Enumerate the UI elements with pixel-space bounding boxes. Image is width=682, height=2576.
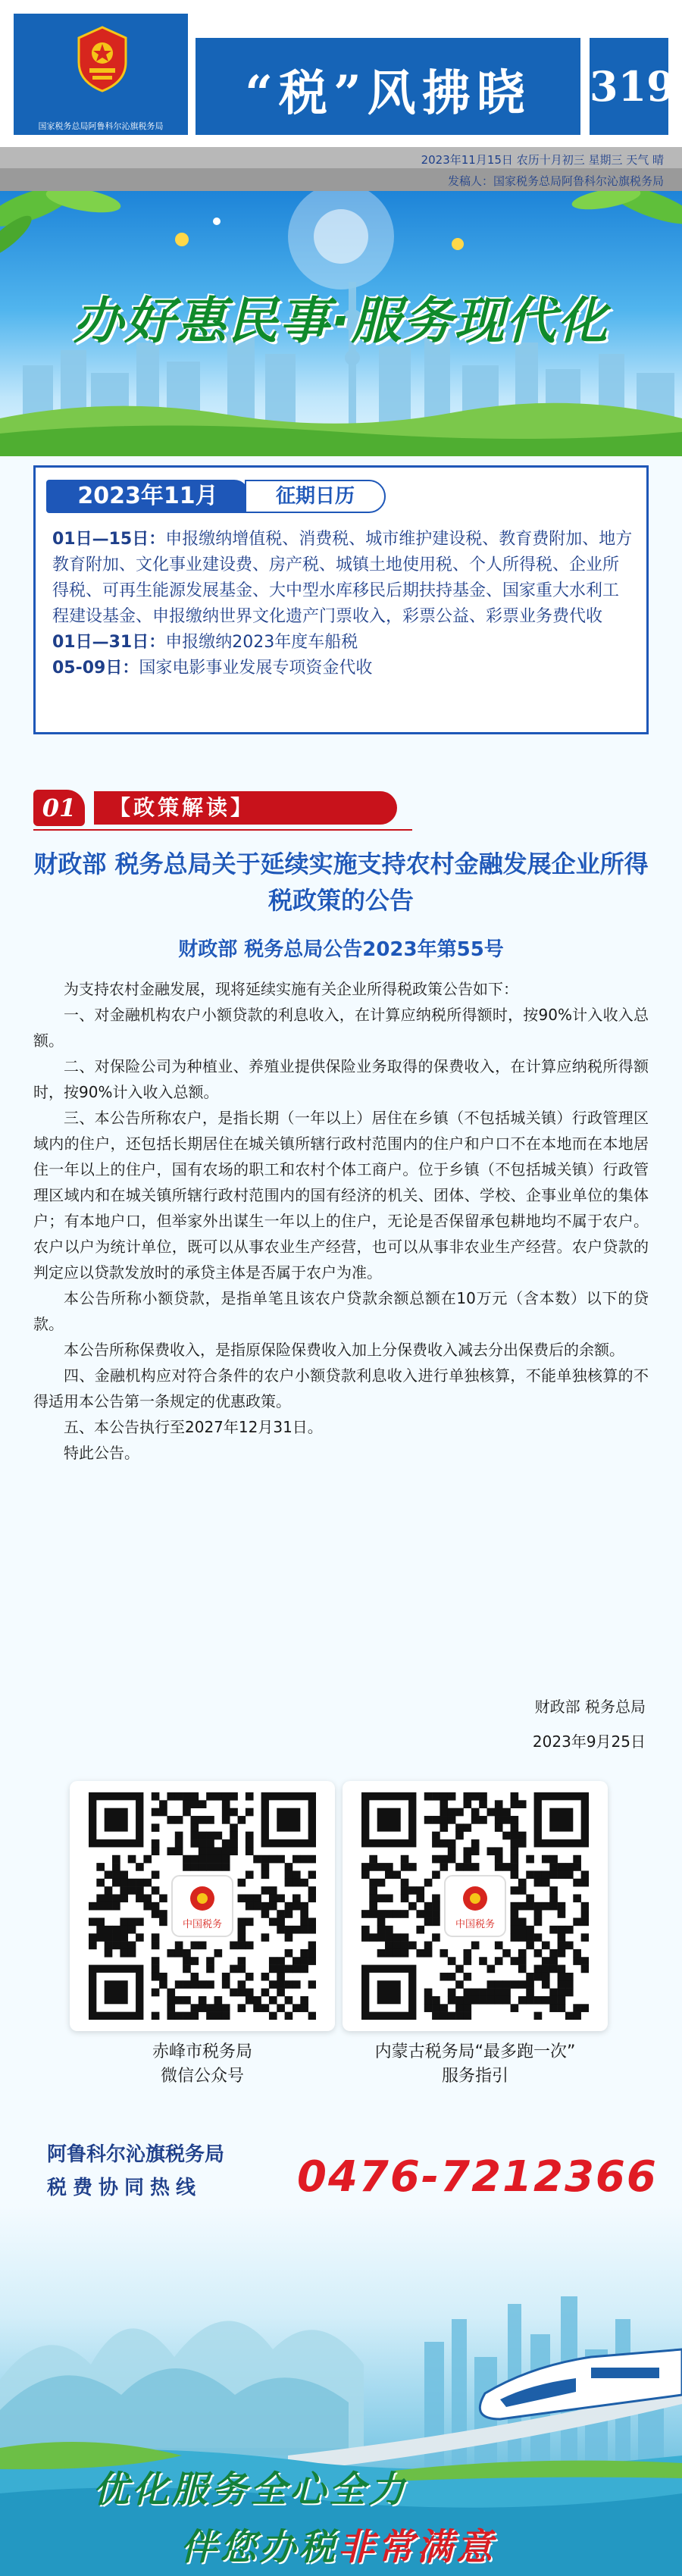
article-paragraph: 本公告所称保费收入，是指原保险保费收入加上分保费收入减去分出保费后的余额。 xyxy=(64,1341,624,1359)
article-body xyxy=(33,976,649,1466)
banner xyxy=(0,191,682,456)
qr-code-icon[interactable] xyxy=(89,1792,316,2020)
calendar-entries xyxy=(52,527,634,681)
article-signature: 财政部 税务总局 xyxy=(534,1698,646,1716)
section-number: 01 xyxy=(33,790,85,826)
section-tag xyxy=(33,788,412,831)
article-paragraph: 三、本公告所称农户，是指长期（一年以上）居住在乡镇（不包括城关镇）行政管理区域内的住户，还包括长期居住在城关镇所辖行政村范围内的住户和户口不在本地而在本地居住一年以上的住户，国有农场的职工和农村个体工商户。位于乡镇（不包括城关镇）行政管理区域内和在城关镇所辖行政村范围内的国有经济的机关、团体、学校、企事业单位的集体户；有本地户口，但举家外出谋生一年以上的住户，无论是否保留承包耕地均不属于农户。农户以户为统计单位，既可以从事农业生产经营，也可以从事非农业生产经营。农户贷款的判定应以贷款发放时的承贷主体是否属于农户为准。 xyxy=(33,1109,649,1282)
calendar-month: 2023年11月 xyxy=(46,480,249,513)
qr-card-wechat[interactable] xyxy=(70,1781,335,2031)
newsletter-title-panel xyxy=(196,38,580,135)
qr-card-service-guide[interactable] xyxy=(343,1781,608,2031)
calendar-entry: 01日—31日：申报缴纳2023年度车船税 xyxy=(52,633,358,652)
footer-slogan-2: 伴您办税非常满意 xyxy=(180,2526,496,2568)
masthead xyxy=(0,0,682,199)
article-paragraph: 二、对保险公司为种植业、养殖业提供保险业务取得的保费收入，在计算应纳税所得额时，按90%计入收入总额。 xyxy=(33,1057,649,1101)
emblem-panel xyxy=(14,14,188,135)
article-paragraph: 四、金融机构应对符合条件的农户小额贷款利息收入进行单独核算，不能单独核算的不得适用本公告第一条规定的优惠政策。 xyxy=(33,1366,649,1410)
newsletter-title: “税”风拂晓 xyxy=(245,65,531,122)
emblem-caption: 国家税务总局阿鲁科尔沁旗税务局 xyxy=(38,121,164,131)
article-paragraph: 为支持农村金融发展，现将延续实施有关企业所得税政策公告如下： xyxy=(64,980,518,998)
article-paragraph: 五、本公告执行至2027年12月31日。 xyxy=(64,1418,323,1436)
calendar-entry: 05-09日：国家电影事业发展专项资金代收 xyxy=(52,659,373,678)
qr-center-text: 中国税务 xyxy=(182,1919,223,1930)
calendar-title: 征期日历 xyxy=(245,480,386,513)
hotline-label: 税费协同热线 xyxy=(47,2177,202,2199)
issue-number: 319 xyxy=(590,62,675,111)
qr-caption-wechat: 赤峰市税务局 微信公众号 xyxy=(152,2042,252,2086)
qr-center-logo-icon xyxy=(172,1876,233,1936)
article-paragraph: 特此公告。 xyxy=(64,1444,139,1462)
article-title: 财政部 税务总局关于延续实施支持农村金融发展企业所得税政策的公告 xyxy=(33,850,649,915)
qr-center-logo-icon xyxy=(445,1876,505,1936)
footer-slogan-1: 优化服务全心全力 xyxy=(92,2468,408,2511)
issuer: 发稿人：国家税务总局阿鲁科尔沁旗税务局 xyxy=(447,174,664,188)
tax-emblem-icon xyxy=(73,24,132,94)
article-signature-date: 2023年9月25日 xyxy=(532,1732,646,1751)
section-label: 【政策解读】 xyxy=(94,791,397,825)
hotline-phone[interactable]: 0476-7212366 xyxy=(297,2152,658,2202)
qr-center-text: 中国税务 xyxy=(455,1919,496,1930)
section-divider xyxy=(33,829,412,831)
banner-slogan: 办好惠民事·服务现代化 xyxy=(73,292,609,350)
calendar-entry: 01日—15日：申报缴纳增值税、消费税、城市维护建设税、教育费附加、地方教育附加、文化事业建设费、房产税、城镇土地使用税、个人所得税、企业所得税、可再生能源发展基金、大中型水库移民后期扶持基金、国家重大水利工程建设基金、申报缴纳世界文化遗产门票收入，彩票公益、彩票业务费代收 xyxy=(52,530,633,626)
article-subtitle: 财政部 税务总局公告2023年第55号 xyxy=(178,938,504,961)
article-paragraph: 本公告所称小额贷款，是指单笔且该农户贷款余额总额在10万元（含本数）以下的贷款。 xyxy=(33,1289,649,1333)
hotline-org: 阿鲁科尔沁旗税务局 xyxy=(47,2143,225,2166)
qr-code-icon[interactable] xyxy=(361,1792,589,2020)
issue-panel xyxy=(590,38,675,135)
tax-calendar xyxy=(33,465,649,734)
article-paragraph: 一、对金融机构农户小额贷款的利息收入，在计算应纳税所得额时，按90%计入收入总额。 xyxy=(33,1006,649,1050)
qr-caption-service-guide: 内蒙古税务局“最多跑一次” 服务指引 xyxy=(374,2042,576,2086)
issue-date: 2023年11月15日 农历十月初三 星期三 天气 晴 xyxy=(421,153,664,167)
